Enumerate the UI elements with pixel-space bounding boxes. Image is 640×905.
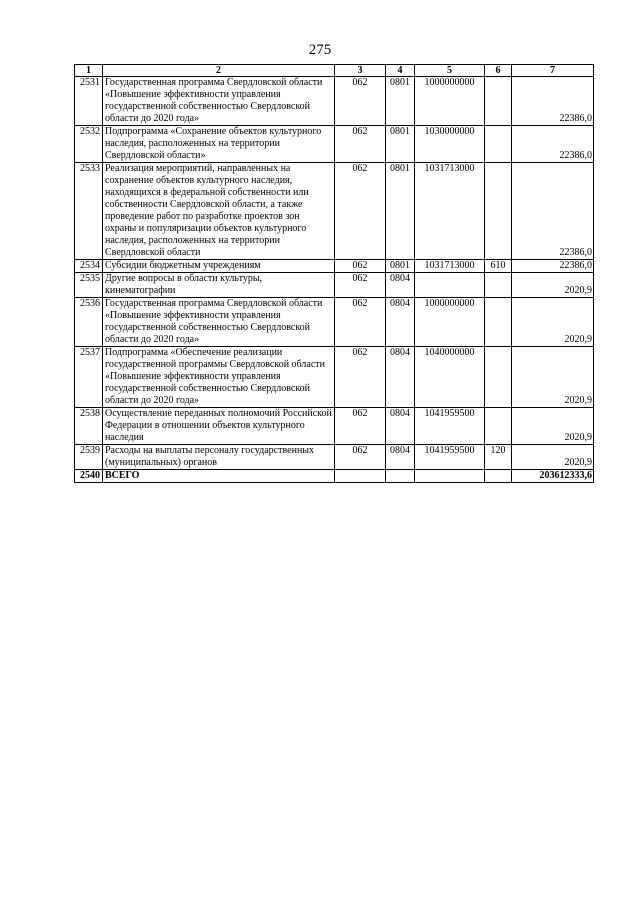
row-col-7: 22386,0	[512, 163, 594, 260]
row-col-6: 610	[485, 260, 512, 273]
row-name: Осуществление переданных полномочий Российской Федерации в отношении объектов культурного наследия	[103, 408, 335, 445]
row-col-4: 0804	[386, 408, 415, 445]
row-col-7: 2020,9	[512, 298, 594, 347]
row-col-3: 062	[335, 408, 386, 445]
total-col-3	[335, 470, 386, 483]
row-col-4: 0804	[386, 298, 415, 347]
row-col-5: 1040000000	[415, 347, 485, 408]
row-number: 2537	[75, 347, 103, 408]
row-col-5	[415, 273, 485, 298]
header-col-5: 5	[415, 65, 485, 77]
row-number: 2536	[75, 298, 103, 347]
row-name: Другие вопросы в области культуры, кинематографии	[103, 273, 335, 298]
row-col-3: 062	[335, 260, 386, 273]
table-row	[75, 163, 594, 260]
row-col-4: 0801	[386, 163, 415, 260]
row-col-5: 1000000000	[415, 77, 485, 126]
row-name: Реализация мероприятий, направленных на сохранение объектов культурного наследия, находящихся в федеральной собственности или собственности Свердловской области, а также проведение работ по разработке проектов зон охраны и популяризации объектов культурного наследия, расположенных на территории Свердловской области	[103, 163, 335, 260]
row-name: Подпрограмма «Сохранение объектов культурного наследия, расположенных на территории Свердловской области»	[103, 126, 335, 163]
table-row	[75, 126, 594, 163]
row-col-4: 0804	[386, 347, 415, 408]
total-col-6	[485, 470, 512, 483]
row-number: 2532	[75, 126, 103, 163]
row-name: Подпрограмма «Обеспечение реализации государственной программы Свердловской области «Повышение эффективности управления государственной собственностью Свердловской области до 2020 года»	[103, 347, 335, 408]
table-row	[75, 77, 594, 126]
header-col-7: 7	[512, 65, 594, 77]
row-col-5: 1031713000	[415, 163, 485, 260]
row-col-7: 22386,0	[512, 77, 594, 126]
row-col-4: 0801	[386, 260, 415, 273]
row-name: Расходы на выплаты персоналу государственных (муниципальных) органов	[103, 445, 335, 470]
row-col-7: 2020,9	[512, 445, 594, 470]
row-name: Государственная программа Свердловской области «Повышение эффективности управления государственной собственностью Свердловской области до 2020 года»	[103, 298, 335, 347]
row-col-5: 1031713000	[415, 260, 485, 273]
row-col-4: 0801	[386, 126, 415, 163]
total-col-4	[386, 470, 415, 483]
row-number: 2534	[75, 260, 103, 273]
row-name: Субсидии бюджетным учреждениям	[103, 260, 335, 273]
total-col-5	[415, 470, 485, 483]
row-col-6	[485, 408, 512, 445]
row-col-3: 062	[335, 163, 386, 260]
total-label: ВСЕГО	[103, 470, 335, 483]
header-col-4: 4	[386, 65, 415, 77]
row-col-3: 062	[335, 77, 386, 126]
table-row	[75, 445, 594, 470]
row-col-3: 062	[335, 298, 386, 347]
row-col-7: 2020,9	[512, 347, 594, 408]
header-col-3: 3	[335, 65, 386, 77]
table-row	[75, 347, 594, 408]
row-col-3: 062	[335, 445, 386, 470]
row-col-4: 0801	[386, 77, 415, 126]
row-col-5: 1000000000	[415, 298, 485, 347]
row-col-6	[485, 298, 512, 347]
row-number: 2535	[75, 273, 103, 298]
row-number: 2533	[75, 163, 103, 260]
row-col-6	[485, 347, 512, 408]
total-amount: 203612333,6	[512, 470, 594, 483]
header-col-2: 2	[103, 65, 335, 77]
row-col-7: 22386,0	[512, 126, 594, 163]
row-number: 2539	[75, 445, 103, 470]
table-row	[75, 260, 594, 273]
header-col-1: 1	[75, 65, 103, 77]
row-col-6	[485, 163, 512, 260]
row-number: 2538	[75, 408, 103, 445]
row-col-4: 0804	[386, 445, 415, 470]
row-col-7: 2020,9	[512, 408, 594, 445]
row-col-5: 1041959500	[415, 445, 485, 470]
row-col-7: 22386,0	[512, 260, 594, 273]
page-number: 275	[308, 42, 332, 58]
table-row	[75, 408, 594, 445]
header-row	[75, 65, 594, 77]
row-col-6	[485, 126, 512, 163]
row-col-5: 1030000000	[415, 126, 485, 163]
row-col-6	[485, 273, 512, 298]
row-col-3: 062	[335, 347, 386, 408]
row-col-4: 0804	[386, 273, 415, 298]
row-col-3: 062	[335, 126, 386, 163]
row-number: 2531	[75, 77, 103, 126]
header-col-6: 6	[485, 65, 512, 77]
row-col-6: 120	[485, 445, 512, 470]
total-row-number: 2540	[75, 470, 103, 483]
row-col-6	[485, 77, 512, 126]
table-row	[75, 273, 594, 298]
row-col-5: 1041959500	[415, 408, 485, 445]
row-col-3: 062	[335, 273, 386, 298]
row-col-7: 2020,9	[512, 273, 594, 298]
row-name: Государственная программа Свердловской области «Повышение эффективности управления государственной собственностью Свердловской области до 2020 года»	[103, 77, 335, 126]
table-row	[75, 298, 594, 347]
total-row	[75, 470, 594, 483]
budget-table	[74, 64, 594, 483]
